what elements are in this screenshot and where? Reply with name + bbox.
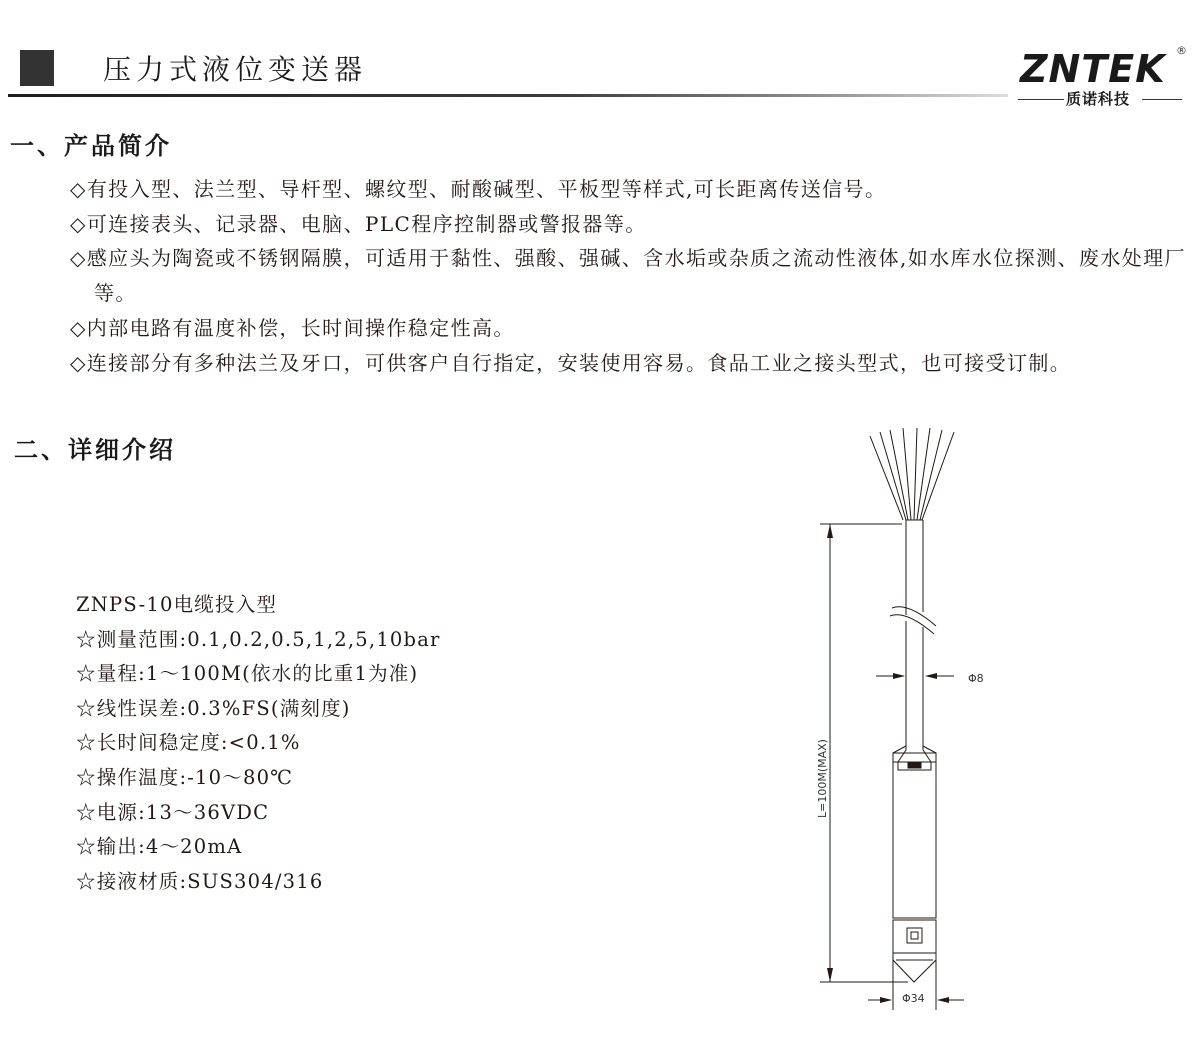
probe-body (893, 746, 936, 982)
logo-rule-right (1142, 99, 1182, 100)
spec-row: ☆线性误差:0.3%FS(满刻度) (76, 696, 351, 720)
spec-row: ☆操作温度:-10～80℃ (76, 765, 294, 789)
logo-rule-left (1018, 99, 1064, 100)
brand-logo (1010, 44, 1190, 114)
header-divider (8, 94, 1008, 97)
intro-item: ◇感应头为陶瓷或不锈钢隔膜，可适用于黏性、强酸、强碱、含水垢或杂质之流动性液体,如水库水位探测、废水处理厂等。 (70, 246, 1186, 306)
logo-wordmark: ZNTEK (1020, 47, 1166, 91)
intro-list (70, 172, 1190, 380)
page-title: 压力式液位变送器 (103, 53, 368, 86)
logo-subtitle: 质诺科技 (1066, 90, 1131, 108)
spec-row: ☆量程:1～100M(依水的比重1为准) (76, 662, 419, 686)
section-heading-intro: 一、产品简介 (10, 132, 172, 160)
spec-row: ☆接液材质:SUS304/316 (76, 869, 324, 893)
probe-diameter-label: Φ34 (902, 992, 925, 1005)
lead-wires (870, 428, 954, 520)
spec-row: ☆输出:4～20mA (76, 835, 243, 859)
length-label: L=100M(MAX) (816, 739, 829, 818)
intro-item: ◇有投入型、法兰型、导杆型、螺纹型、耐酸碱型、平板型等样式,可长距离传送信号。 (70, 177, 887, 201)
intro-item: ◇可连接表头、记录器、电脑、PLC程序控制器或警报器等。 (70, 211, 647, 236)
intro-item: ◇连接部分有多种法兰及牙口，可供客户自行指定，安装使用容易。食品工业之接头型式，也可接受订制。 (70, 350, 1072, 375)
spec-row: ☆测量范围:0.1,0.2,0.5,1,2,5,10bar (76, 627, 441, 651)
spec-row: ☆长时间稳定度:<0.1% (76, 731, 301, 755)
intro-item: ◇内部电路有温度补偿，长时间操作稳定性高。 (70, 315, 515, 340)
header-square-marker (20, 50, 54, 86)
cable-diameter-label: Φ8 (968, 672, 984, 685)
model-name: ZNPS-10电缆投入型 (76, 593, 278, 616)
registered-mark: ® (1176, 44, 1187, 57)
spec-row: ☆电源:13～36VDC (76, 800, 270, 824)
sensor-technical-drawing (790, 420, 990, 1020)
spec-list (76, 588, 441, 899)
section-heading-details: 二、详细介绍 (14, 436, 176, 464)
cable (890, 520, 936, 750)
